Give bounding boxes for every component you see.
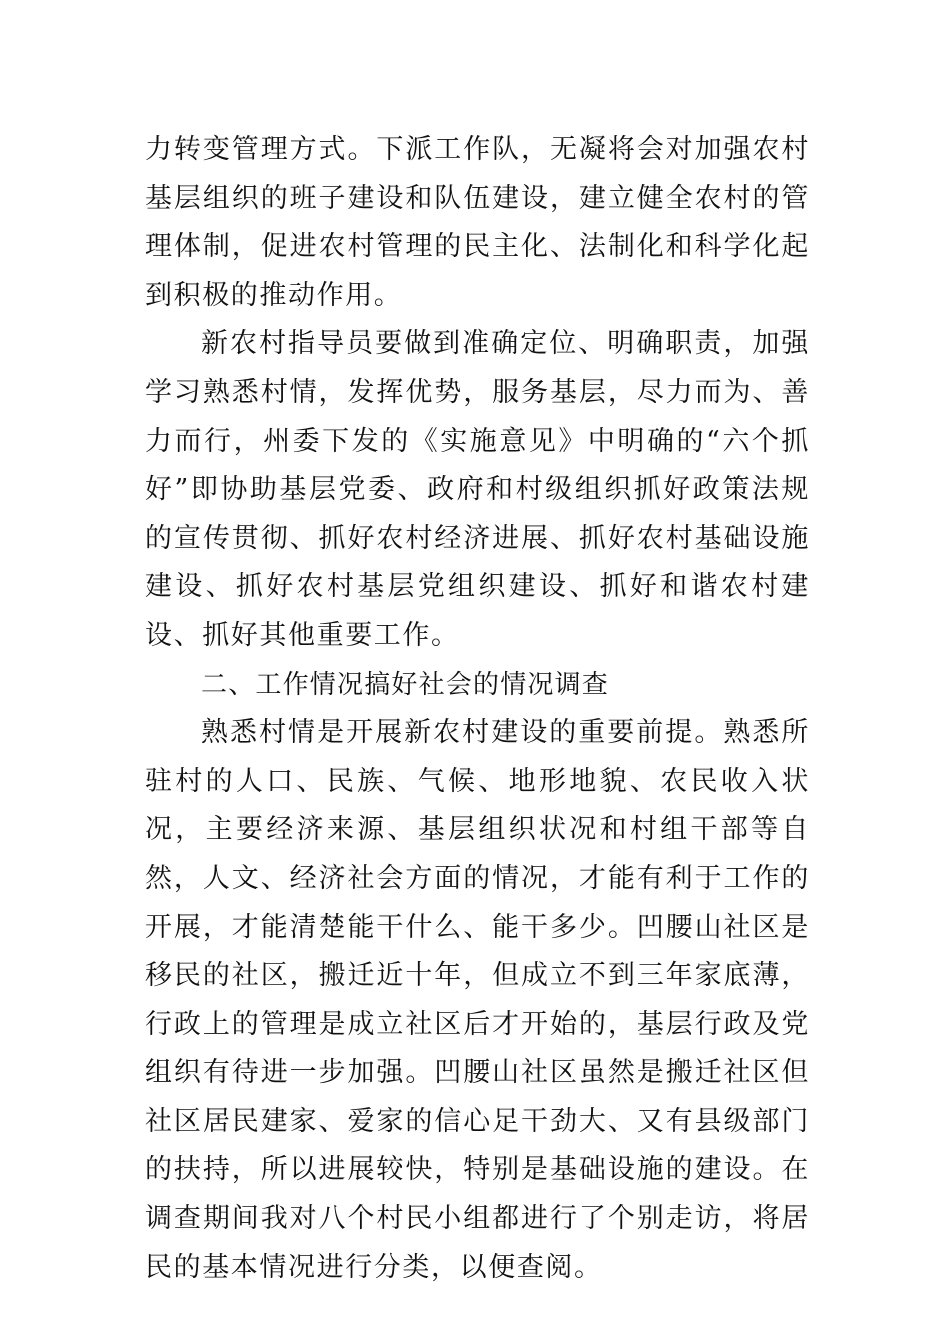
paragraph-continuation: 力转变管理方式。下派工作队，无凝将会对加强农村基层组织的班子建设和队伍建设，建立健全农村的管理体制，促进农村管理的民主化、法制化和科学化起到积极的推动作用。 (145, 134, 810, 311)
paragraph-village-survey: 熟悉村情是开展新农村建设的重要前提。熟悉所驻村的人口、民族、气候、地形地貌、农民收入状况，主要经济来源、基层组织状况和村组干部等自然，人文、经济社会方面的情况，才能有利于工作的开展，才能清楚能干什么、能干多少。凹腰山社区是移民的社区，搬迁近十年，但成立不到三年家底薄，行政上的管理是成立社区后才开始的，基层行政及党组织有待进一步加强。凹腰山社区虽然是搬迁社区但社区居民建家、爱家的信心足干劲大、又有县级部门的扶持，所以进展较快，特别是基础设施的建设。在调查期间我对八个村民小组都进行了个别走访，将居民的基本情况进行分类，以便查阅。 (145, 717, 810, 1283)
document-body (145, 126, 810, 1292)
paragraph-instructor-duties: 新农村指导员要做到准确定位、明确职责，加强学习熟悉村情，发挥优势，服务基层，尽力而为、善力而行，州委下发的《实施意见》中明确的“六个抓好”即协助基层党委、政府和村级组织抓好政策法规的宣传贯彻、抓好农村经济进展、抓好农村基础设施建设、抓好农村基层党组织建设、抓好和谐农村建设、抓好其他重要工作。 (145, 328, 810, 651)
section-heading: 二、工作情况搞好社会的情况调查 (201, 669, 610, 700)
